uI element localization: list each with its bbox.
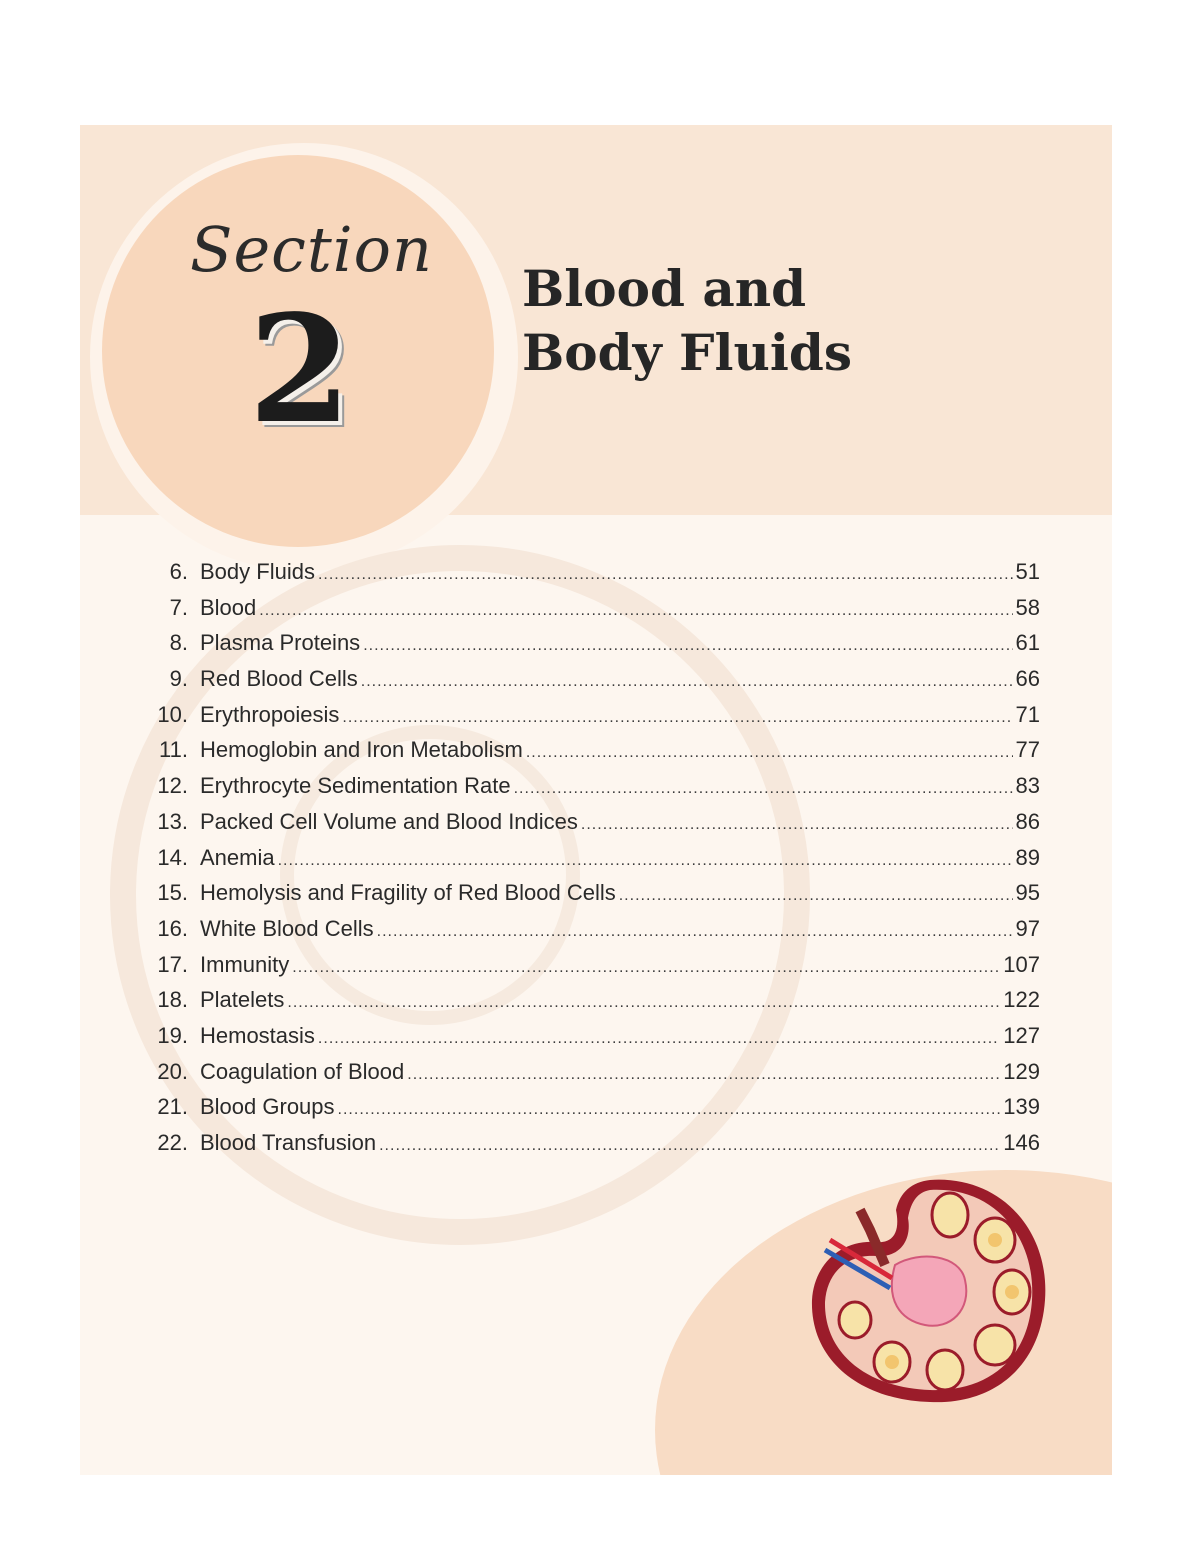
- toc-dot-leader: [259, 602, 1012, 620]
- toc-entry-page: 107: [1003, 951, 1040, 977]
- toc-entry: [140, 630, 1040, 666]
- toc-entry-page: 51: [1015, 559, 1040, 584]
- toc-dot-leader: [361, 673, 1013, 691]
- toc-entry-title: Anemia: [200, 844, 275, 870]
- toc-entry-title: Immunity: [200, 951, 290, 977]
- toc-entry-page: 97: [1015, 915, 1040, 941]
- toc-entry-title: Platelets: [200, 987, 285, 1013]
- toc-dot-leader: [287, 994, 1000, 1012]
- toc-entry-page: 122: [1003, 987, 1040, 1013]
- toc-entry-number: 14.: [157, 844, 188, 870]
- toc-dot-leader: [342, 709, 1012, 727]
- toc-entry-title: Coagulation of Blood: [200, 1058, 405, 1084]
- toc-entry-title: Blood Transfusion: [200, 1130, 377, 1155]
- toc-dot-leader: [379, 1137, 1000, 1155]
- toc-entry: [140, 987, 1040, 1023]
- toc-entry-number: 18.: [157, 987, 188, 1013]
- toc-dot-leader: [318, 1030, 1000, 1048]
- toc-dot-leader: [581, 816, 1013, 834]
- toc-entry-page: 86: [1015, 808, 1040, 834]
- toc-entry-page: 139: [1003, 1094, 1040, 1120]
- toc-entry-page: 71: [1015, 701, 1040, 727]
- toc-entry: [140, 702, 1040, 738]
- toc-entry-page: 95: [1015, 880, 1040, 906]
- toc-entry-number: 6.: [169, 559, 188, 584]
- toc-entry-page: 146: [1003, 1130, 1040, 1155]
- toc-entry-number: 13.: [157, 808, 188, 834]
- toc-dot-leader: [278, 852, 1013, 870]
- section-title-line1: Blood and: [522, 259, 807, 318]
- toc-entry-page: 77: [1015, 737, 1040, 763]
- toc-entry-title: Hemolysis and Fragility of Red Blood Cells: [200, 880, 616, 906]
- toc-entry-page: 58: [1015, 594, 1040, 620]
- table-of-contents: [140, 559, 1040, 1166]
- toc-entry-page: 127: [1003, 1022, 1040, 1048]
- toc-entry-number: 19.: [157, 1022, 188, 1048]
- section-page: [80, 125, 1112, 1475]
- toc-entry-number: 7.: [169, 594, 188, 620]
- toc-entry: [140, 809, 1040, 845]
- toc-entry-number: 16.: [157, 915, 188, 941]
- toc-entry-title: Blood Groups: [200, 1094, 335, 1120]
- toc-entry: [140, 845, 1040, 881]
- toc-dot-leader: [407, 1066, 1000, 1084]
- toc-entry-page: 61: [1015, 630, 1040, 656]
- toc-entry: [140, 1130, 1040, 1166]
- toc-entry-title: White Blood Cells: [200, 915, 374, 941]
- toc-entry-number: 21.: [157, 1094, 188, 1120]
- toc-entry-title: Erythrocyte Sedimentation Rate: [200, 773, 511, 799]
- toc-entry: [140, 595, 1040, 631]
- toc-entry-number: 15.: [157, 880, 188, 906]
- toc-entry-title: Erythropoiesis: [200, 701, 340, 727]
- toc-entry-title: Hemostasis: [200, 1022, 315, 1048]
- toc-entry-number: 17.: [157, 951, 188, 977]
- toc-entry-title: Hemoglobin and Iron Metabolism: [200, 737, 523, 763]
- toc-entry-title: Packed Cell Volume and Blood Indices: [200, 808, 578, 834]
- section-title-line2: Body Fluids: [522, 323, 852, 382]
- toc-entry: [140, 916, 1040, 952]
- toc-entry: [140, 666, 1040, 702]
- toc-entry: [140, 952, 1040, 988]
- toc-entry: [140, 1023, 1040, 1059]
- toc-entry: [140, 880, 1040, 916]
- toc-entry: [140, 773, 1040, 809]
- toc-entry-number: 22.: [157, 1130, 188, 1155]
- toc-entry: [140, 1094, 1040, 1130]
- toc-entry-number: 8.: [169, 630, 188, 656]
- toc-entry-number: 10.: [157, 701, 188, 727]
- toc-dot-leader: [318, 566, 1013, 584]
- toc-entry: [140, 559, 1040, 595]
- section-number: 2: [248, 282, 352, 456]
- toc-dot-leader: [338, 1101, 1001, 1119]
- toc-dot-leader: [619, 887, 1013, 905]
- section-title: [522, 257, 982, 385]
- toc-dot-leader: [377, 923, 1013, 941]
- toc-entry-page: 89: [1015, 844, 1040, 870]
- toc-dot-leader: [526, 744, 1013, 762]
- section-label: Section: [190, 213, 433, 286]
- toc-entry-number: 9.: [169, 666, 188, 692]
- toc-dot-leader: [514, 780, 1013, 798]
- toc-entry: [140, 737, 1040, 773]
- toc-entry-page: 83: [1015, 773, 1040, 799]
- toc-entry-page: 129: [1003, 1058, 1040, 1084]
- toc-entry-page: 66: [1015, 666, 1040, 692]
- toc-entry-title: Red Blood Cells: [200, 666, 358, 692]
- toc-dot-leader: [363, 637, 1012, 655]
- toc-entry-title: Plasma Proteins: [200, 630, 361, 656]
- kidney-cross-section-icon: [800, 1170, 1060, 1410]
- toc-entry: [140, 1059, 1040, 1095]
- toc-entry-number: 12.: [157, 773, 188, 799]
- toc-entry-title: Body Fluids: [200, 559, 315, 584]
- toc-entry-title: Blood: [200, 594, 257, 620]
- toc-dot-leader: [292, 959, 1000, 977]
- toc-entry-number: 11.: [159, 737, 188, 763]
- toc-entry-number: 20.: [157, 1058, 188, 1084]
